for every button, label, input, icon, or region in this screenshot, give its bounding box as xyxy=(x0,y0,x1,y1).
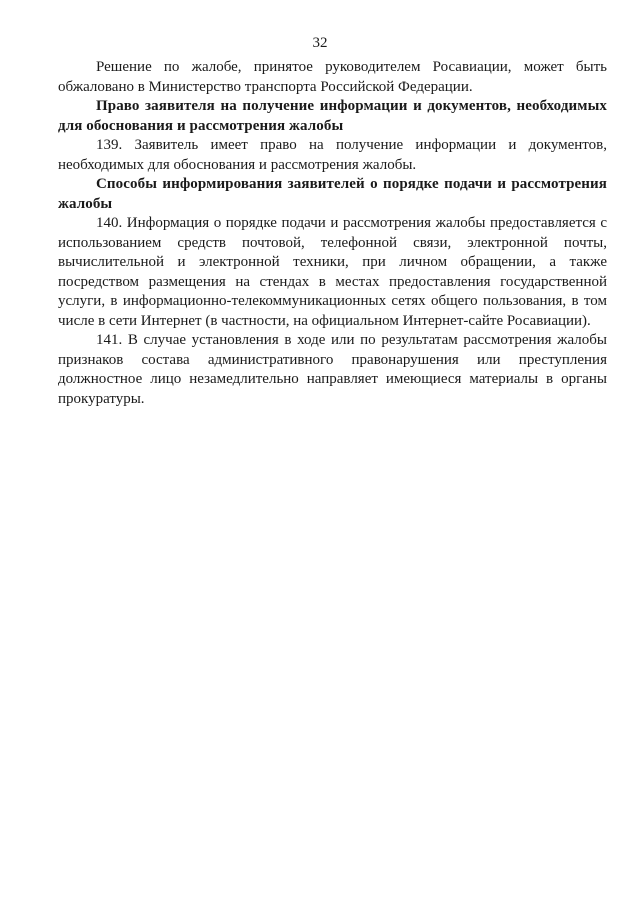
page-number: 32 xyxy=(312,35,328,51)
document-body xyxy=(58,58,607,409)
heading-informing-methods: Способы информирования заявителей о порядке подачи и рассмотрения жалобы xyxy=(58,176,607,212)
paragraph-139: 139. Заявитель имеет право на получение информации и документов, необходимых для обоснования и рассмотрения жалобы. xyxy=(58,137,607,173)
paragraph-141: 141. В случае установления в ходе или по результатам рассмотрения жалобы признаков состава административного правонарушения или преступления должностное лицо незамедлительно направляет имеющиеся материалы в органы прокуратуры. xyxy=(58,332,607,407)
paragraph-140: 140. Информация о порядке подачи и рассмотрения жалобы предоставляется с использованием средств почтовой, телефонной связи, электронной почты, вычислительной и электронной техники, при личном обращении, а также посредством размещения на стендах в местах предоставления государственной услуги, в информационно-телекоммуникационных сетях общего пользования, в том числе в сети Интернет (в частности, на официальном Интернет-сайте Росавиации). xyxy=(58,215,607,329)
paragraph-appeal-decision: Решение по жалобе, принятое руководителем Росавиации, может быть обжаловано в Министерство транспорта Российской Федерации. xyxy=(58,59,607,95)
heading-right-to-information: Право заявителя на получение информации и документов, необходимых для обоснования и рассмотрения жалобы xyxy=(58,98,607,134)
